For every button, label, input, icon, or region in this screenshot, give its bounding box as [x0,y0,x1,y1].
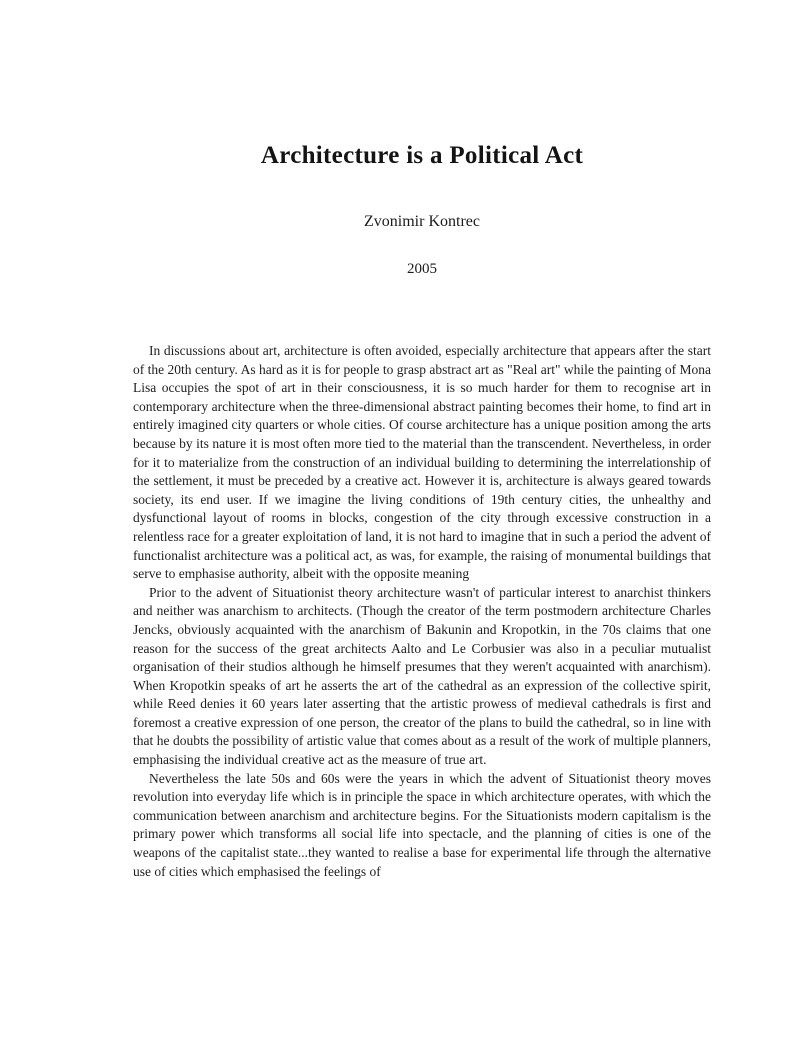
paragraph-anarchism-architecture: Prior to the advent of Situationist theory architecture wasn't of particular interest to anarchist thinkers and neither was anarchism to architects. (Though the creator of the term postmodern architecture Charles Jencks, obviously acquainted with the anarchism of Bakunin and Kropotkin, in the 70s claims that one reason for the success of the great architects Aalto and Le Corbusier was also in a peculiar mutualist organisation of their studios although he himself presumes that they weren't acquainted with anarchism). When Kropotkin speaks of art he asserts the art of the cathedral as an expression of the collective spirit, while Reed denies it 60 years later asserting that the artistic prowess of medieval cathedrals is first and foremost a creative expression of one person, the creator of the plans to build the cathedral, so in line with that he doubts the possibility of artistic value that comes about as a result of the work of multiple planners, emphasising the individual creative act as the measure of true art. [133,584,711,768]
publication-date: 2005 [407,261,437,277]
paragraph-situationists: Nevertheless the late 50s and 60s were the years in which the advent of Situationist theory moves revolution into everyday life which is in principle the space in which architecture operates, with which the communication between anarchism and architecture begins. For the Situationists modern capitalism is the primary power which transforms all social life into spectacle, and the planning of cities is one of the weapons of the capitalist state...they wanted to realise a base for experimental life through the alternative use of cities which emphasised the feelings of [133,770,711,879]
page-title: Architecture is a Political Act [260,142,584,169]
author-name: Zvonimir Kontrec [364,213,480,230]
paragraph-intro: In discussions about art, architecture is often avoided, especially architecture that appears after the start of the 20th century. As hard as it is for people to grasp abstract art as "Real art" while the painting of Mona Lisa occupies the spot of art in their consciousness, it is so much harder for them to recognise art in contemporary architecture when the three-dimensional abstract painting becomes their home, to find art in entirely imagined city quarters or whole cities. Of course architecture has a unique position among the arts because by its nature it is most often more tied to the material than the transcendent. Nevertheless, in order for it to materialize from the construction of an individual building to determining the interrelationship of the settlement, it must be preceded by a creative act. However it is, architecture is always geared towards society, its end user. If we imagine the living conditions of 19th century cities, the unhealthy and dysfunctional layout of rooms in blocks, congestion of the city through excessive construction in a relentless race for a greater exploitation of land, it is not hard to imagine that in such a period the advent of functionalist architecture was a political act, as was, for example, the raising of monumental buildings that serve to emphasise authority, albeit with the opposite meaning [133,343,711,582]
article-body [133,342,711,881]
